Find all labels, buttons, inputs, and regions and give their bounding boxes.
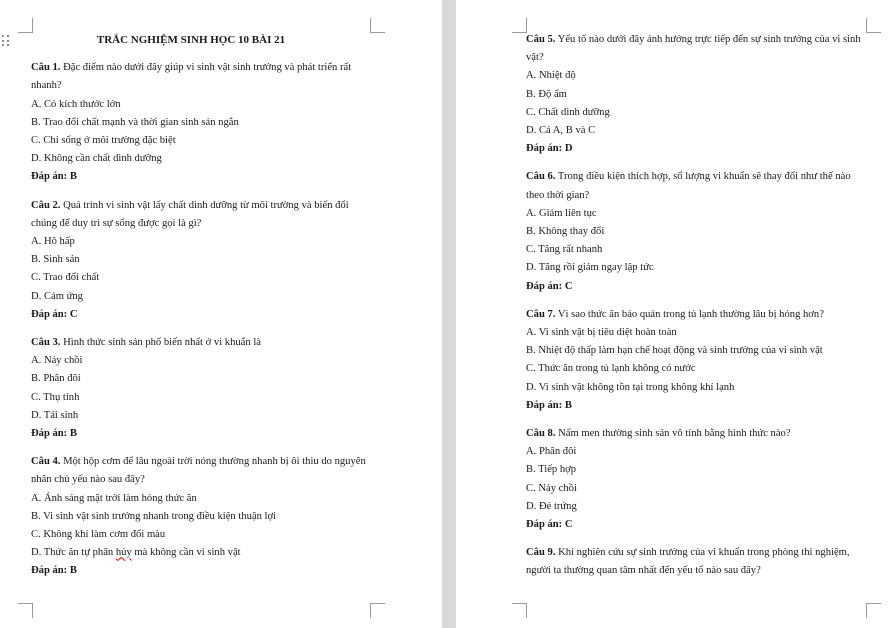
spellcheck-mark: hủy [115, 547, 132, 559]
answer-option: D. Thức ăn tự phân hủy mà không cần vi sinh vật [31, 547, 241, 559]
question-text [31, 59, 371, 95]
crop-mark [866, 603, 881, 618]
question-text [31, 453, 371, 489]
document-page-left[interactable] [0, 0, 442, 628]
question-stem: Một hộp cơm để lâu ngoài trời nóng thường nhanh bị ôi thiu do nguyên nhân chủ yếu nào sau đây? [31, 456, 366, 486]
answer-key [526, 140, 871, 158]
answer-label: Đáp án: [526, 280, 563, 292]
question-number: Câu 3. [31, 337, 61, 349]
answer-label: Đáp án: [31, 565, 68, 577]
question-block [31, 453, 371, 580]
question-number: Câu 2. [31, 199, 61, 211]
page-content-left [31, 31, 371, 591]
answer-option: B. Vi sinh vật sinh trưởng nhanh trong điều kiện thuận lợi [31, 510, 277, 522]
answer-option: C. Thụ tinh [31, 391, 80, 403]
question-text [526, 544, 871, 580]
answer-option: D. Đẻ trứng [526, 500, 577, 512]
answer-option: B. Sinh sản [31, 254, 80, 266]
answer-option: A. Nảy chồi [31, 355, 83, 367]
answer-option: B. Nhiệt độ thấp làm hạn chế hoạt động và sinh trưởng của vi sinh vật [526, 345, 823, 357]
question-block [31, 334, 371, 443]
page-gap [442, 0, 456, 628]
answer-option: C. Thức ăn trong tủ lạnh không có nước [526, 363, 696, 375]
move-handle-icon[interactable] [2, 35, 10, 47]
answer-label: Đáp án: [526, 399, 563, 411]
question-number: Câu 4. [31, 456, 61, 468]
answer-option: D. Tăng rồi giảm ngay lập tức [526, 262, 654, 274]
crop-mark [370, 18, 385, 33]
answer-option: D. Cả A, B và C [526, 125, 596, 137]
question-list-right [526, 31, 871, 581]
question-stem: Yếu tố nào dưới đây ảnh hưởng trực tiếp đến sự sinh trưởng của vi sinh vật? [526, 34, 861, 64]
crop-mark [18, 603, 33, 618]
answer-label: Đáp án: [31, 428, 68, 440]
answer-option: C. Tăng rất nhanh [526, 244, 603, 256]
answer-key [526, 397, 871, 415]
answer-option: A. Có kích thước lớn [31, 98, 121, 110]
question-number: Câu 8. [526, 428, 556, 440]
answer-value: B [69, 565, 77, 577]
answer-key [31, 562, 371, 580]
answer-option: A. Giảm liên tục [526, 207, 597, 219]
answer-option: C. Chất dinh dưỡng [526, 106, 610, 118]
document-page-right[interactable] [456, 0, 896, 628]
question-block [526, 425, 871, 534]
question-block [31, 197, 371, 324]
question-text [31, 197, 371, 233]
answer-option: A. Nhiệt độ [526, 70, 576, 82]
answer-value: B [69, 428, 77, 440]
answer-option: A. Hô hấp [31, 236, 75, 248]
question-text [526, 168, 871, 204]
answer-option: B. Tiếp hợp [526, 464, 577, 476]
question-stem: Trong điều kiện thích hợp, số lượng vi khuẩn sẽ thay đổi như thế nào theo thời gian? [526, 171, 851, 201]
answer-key [526, 278, 871, 296]
answer-option: D. Cảm ứng [31, 290, 83, 302]
answer-value: B [564, 399, 572, 411]
question-stem: Khi nghiên cứu sự sinh trưởng của vi khuẩn trong phòng thí nghiệm, người ta thường quan tâm nhất đến yếu tố nào sau đây? [526, 547, 850, 577]
answer-option: D. Tái sinh [31, 409, 79, 421]
answer-option: D. Vi sinh vật không tồn tại trong không khí lạnh [526, 381, 735, 393]
question-number: Câu 6. [526, 171, 556, 183]
page-content-right [526, 31, 871, 581]
answer-option: B. Phân đôi [31, 373, 81, 385]
question-text [31, 334, 371, 352]
answer-value: C [564, 519, 573, 531]
answer-key [31, 425, 371, 443]
question-list-left [31, 59, 371, 580]
question-text [526, 31, 871, 67]
answer-option: C. Nảy chồi [526, 482, 577, 494]
answer-key [526, 516, 871, 534]
question-block [526, 544, 871, 580]
answer-option: B. Không thay đổi [526, 226, 605, 238]
answer-option: C. Chỉ sống ở môi trường đặc biệt [31, 135, 176, 147]
answer-label: Đáp án: [526, 143, 563, 155]
answer-option: D. Không cần chất dinh dưỡng [31, 153, 162, 165]
answer-option: A. Phân đôi [526, 446, 577, 458]
answer-label: Đáp án: [31, 171, 68, 183]
answer-key [31, 168, 371, 186]
question-block [526, 31, 871, 158]
answer-value: B [69, 171, 77, 183]
answer-label: Đáp án: [31, 308, 68, 320]
answer-value: D [564, 143, 573, 155]
question-text [526, 425, 871, 443]
answer-option: B. Trao đổi chất mạnh và thời gian sinh sản ngắn [31, 116, 239, 128]
answer-option: C. Trao đổi chất [31, 272, 100, 284]
question-number: Câu 9. [526, 547, 556, 559]
question-stem: Nấm men thường sinh sản vô tính bằng hình thức nào? [558, 428, 791, 440]
question-number: Câu 5. [526, 34, 556, 45]
question-block [526, 306, 871, 415]
answer-option: A. Vi sinh vật bị tiêu diệt hoàn toàn [526, 327, 677, 339]
question-number: Câu 7. [526, 308, 556, 320]
crop-mark [512, 18, 527, 33]
answer-value: C [69, 308, 78, 320]
answer-label: Đáp án: [526, 519, 563, 531]
answer-value: C [564, 280, 573, 292]
answer-key [31, 306, 371, 324]
answer-option: A. Ánh sáng mặt trời làm hỏng thức ăn [31, 492, 197, 504]
question-number: Câu 1. [31, 62, 61, 74]
crop-mark [370, 603, 385, 618]
question-stem: Quá trình vi sinh vật lấy chất dinh dưỡng từ môi trường và biến đổi chúng để duy trì sự sống được gọi là gì? [31, 199, 349, 229]
question-block [31, 59, 371, 186]
question-stem: Hình thức sinh sản phổ biến nhất ở vi khuẩn là [63, 337, 261, 349]
crop-mark [512, 603, 527, 618]
answer-option: B. Độ ẩm [526, 88, 567, 100]
document-title: TRẮC NGHIỆM SINH HỌC 10 BÀI 21 [96, 34, 286, 46]
answer-option: C. Không khí làm cơm đổi màu [31, 529, 166, 541]
question-text [526, 306, 871, 324]
question-stem: Đặc điểm nào dưới đây giúp vi sinh vật sinh trưởng và phát triển rất nhanh? [31, 62, 352, 92]
question-stem: Vì sao thức ăn bảo quản trong tủ lạnh thường lâu bị hỏng hơn? [557, 308, 824, 320]
question-block [526, 168, 871, 295]
